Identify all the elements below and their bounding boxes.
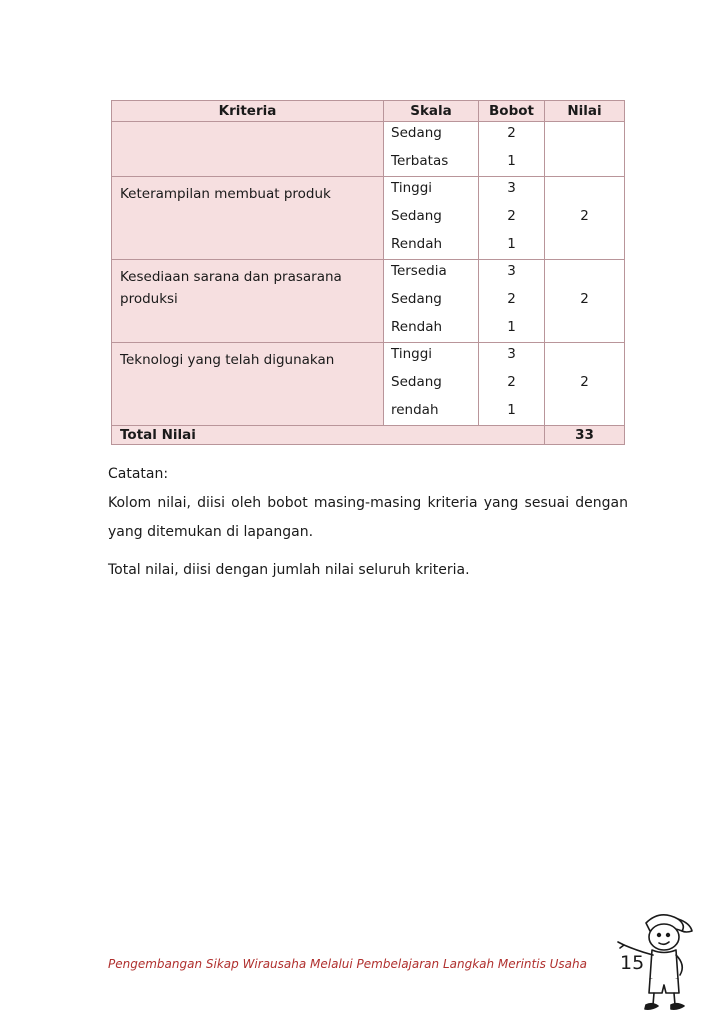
kriteria-label: Teknologi yang telah digunakan: [120, 351, 335, 368]
bobot-value: 1: [507, 402, 516, 418]
bobot-value: 1: [507, 153, 516, 169]
kriteria-cell: [112, 342, 384, 425]
table-row: [112, 342, 625, 425]
bobot-value: 1: [507, 236, 516, 252]
nilai-value: 2: [580, 207, 589, 224]
scale-label: Sedang: [391, 373, 442, 390]
notes-heading: Catatan:: [108, 466, 169, 482]
scale-label: rendah: [391, 402, 439, 418]
scale-label: Sedang: [391, 290, 442, 307]
scale-label: Rendah: [391, 236, 443, 252]
total-label: Total Nilai: [112, 425, 545, 444]
kriteria-label: Kesediaan sarana dan prasarana produksi: [120, 268, 342, 307]
table-row: [112, 259, 625, 342]
page-number: 15: [620, 952, 645, 974]
table-row: [112, 122, 625, 177]
notes-line-1a: Kolom nilai, diisi oleh bobot masing-masing kriteria yang sesuai dengan: [108, 495, 628, 511]
header-skala: Skala: [384, 101, 479, 122]
bobot-value: 2: [507, 125, 516, 141]
bobot-value: 2: [507, 373, 516, 390]
footer-title: Pengembangan Sikap Wirausaha Melalui Pembelajaran Langkah Merintis Usaha: [108, 957, 587, 971]
skala-cell: [384, 176, 479, 259]
bobot-cell: [479, 259, 545, 342]
header-kriteria: Kriteria: [112, 101, 384, 122]
bobot-value: 3: [507, 179, 516, 196]
criteria-table: [111, 100, 625, 445]
bobot-value: 1: [507, 319, 516, 335]
nilai-cell: [545, 122, 625, 177]
kriteria-cell: [112, 176, 384, 259]
header-nilai: Nilai: [545, 101, 625, 122]
scale-label: Sedang: [391, 207, 442, 224]
notes-line-2: Total nilai, diisi dengan jumlah nilai seluruh kriteria.: [108, 562, 470, 578]
nilai-cell: [545, 342, 625, 425]
bobot-value: 2: [507, 207, 516, 224]
bobot-value: 3: [507, 262, 516, 279]
bobot-cell: [479, 342, 545, 425]
boy-mascot-illustration: [616, 905, 696, 1015]
nilai-value: 2: [580, 290, 589, 307]
notes-line-1b: yang ditemukan di lapangan.: [108, 524, 314, 540]
scale-label: Terbatas: [391, 153, 449, 169]
skala-cell: [384, 122, 479, 177]
kriteria-cell: [112, 122, 384, 177]
skala-cell: [384, 259, 479, 342]
scale-label: Tinggi: [391, 345, 433, 362]
table-header-row: [112, 101, 625, 122]
header-bobot: Bobot: [479, 101, 545, 122]
scale-label: Tinggi: [391, 179, 433, 196]
kriteria-cell: [112, 259, 384, 342]
kriteria-label: Keterampilan membuat produk: [120, 185, 331, 202]
bobot-value: 2: [507, 290, 516, 307]
nilai-value: 2: [580, 373, 589, 390]
skala-cell: [384, 342, 479, 425]
scale-label: Sedang: [391, 125, 442, 141]
total-row: [112, 425, 625, 444]
nilai-cell: [545, 176, 625, 259]
bobot-cell: [479, 122, 545, 177]
bobot-cell: [479, 176, 545, 259]
bobot-value: 3: [507, 345, 516, 362]
scale-label: Rendah: [391, 319, 443, 335]
nilai-cell: [545, 259, 625, 342]
scale-label: Tersedia: [391, 262, 447, 279]
table-row: [112, 176, 625, 259]
total-value: 33: [545, 425, 625, 444]
